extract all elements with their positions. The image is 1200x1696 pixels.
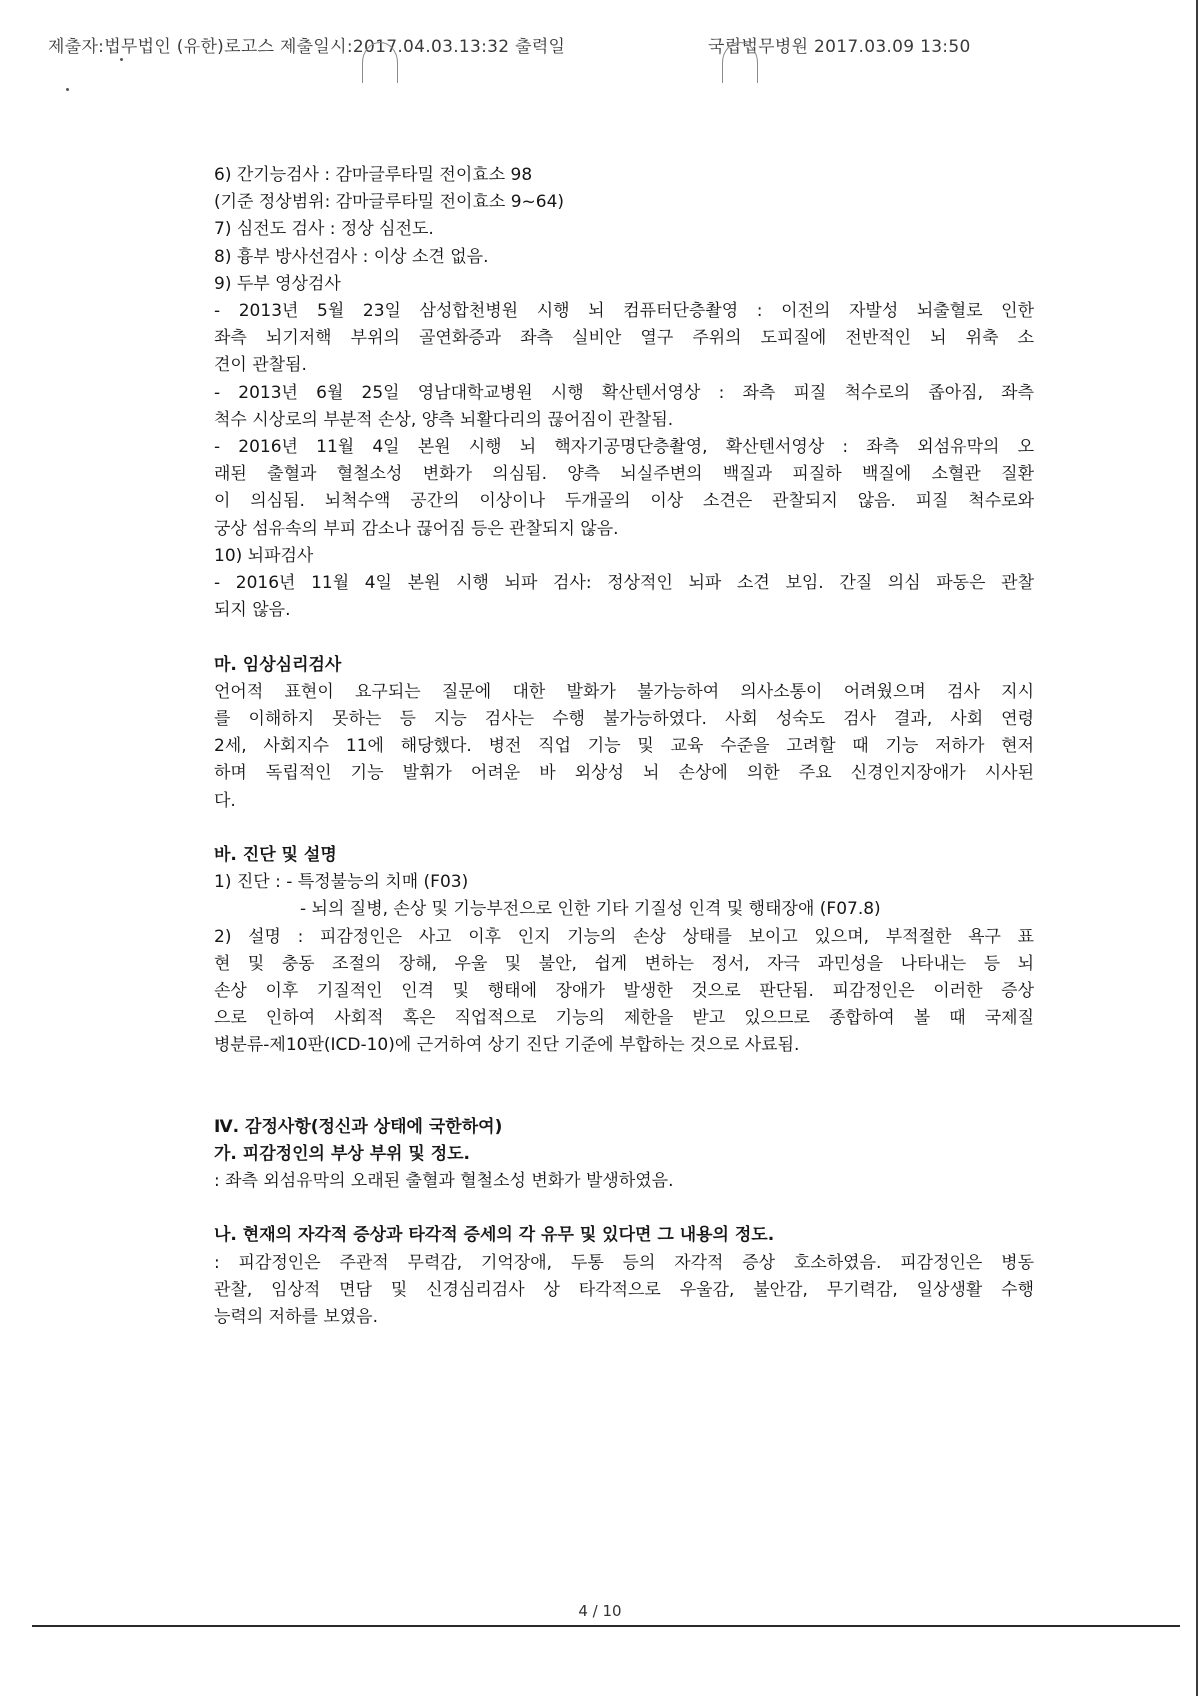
psych-paragraph-line: 언어적 표현이 요구되는 질문에 대한 발화가 불가능하여 의사소통이 어려웠으며 검사 지시: [214, 681, 1034, 702]
explanation-line: 으로 인하여 사회적 혹은 직업적으로 기능의 제한을 받고 있으므로 종합하여 볼 때 국제질: [214, 1008, 1034, 1029]
lab-item-7: 7) 심전도 검사 : 정상 심전도.: [214, 219, 434, 240]
imaging-finding-line: 좌측 뇌기저핵 부위의 골연화증과 좌측 실비안 열구 주위의 도피질에 전반적인 뇌 위축 소: [214, 328, 1034, 349]
psych-paragraph-line: 다.: [214, 790, 236, 811]
section-heading-psych: 마. 임상심리검사: [214, 654, 342, 675]
lab-item-6: 6) 간기능검사 : 감마글루타밀 전이효소 98: [214, 165, 533, 185]
imaging-finding-line: 견이 관찰됨.: [214, 355, 307, 376]
spacer: [214, 1060, 1034, 1114]
fax-hole-mark-right: [722, 42, 758, 83]
explanation-line: 2) 설명 : 피감정인은 사고 이후 인지 기능의 손상 상태를 보이고 있으며, 부적절한 욕구 표: [214, 926, 1034, 947]
fax-header-timestamp: 국립법무병원 2017.03.09 13:50: [708, 37, 971, 57]
subsection-a-text: : 좌측 외섬유막의 오래된 출혈과 혈철소성 변화가 발생하였음.: [214, 1171, 674, 1192]
scan-speck: [66, 88, 69, 91]
imaging-finding-line: 래된 출혈과 혈철소성 변화가 의심됨. 양측 뇌실주변의 백질과 피질하 백질에 소혈관 질환: [214, 464, 1034, 485]
fax-header-sender: 제출자:법무법인 (유한)로고스 제출일시:2017.04.03.13:32 출력일: [48, 37, 566, 57]
subheading-b: 나. 현재의 자각적 증상과 타각적 증세의 각 유무 및 있다면 그 내용의 정도.: [214, 1225, 775, 1246]
scan-speck: [120, 58, 123, 61]
spacer: [214, 815, 1034, 842]
fax-hole-mark-left: [362, 42, 398, 83]
subsection-b-line: 관찰, 임상적 면담 및 신경심리검사 상 타각적으로 우울감, 불안감, 무기력감, 일상생활 수행: [214, 1279, 1034, 1300]
explanation-line: 손상 이후 기질적인 인격 및 행태에 장애가 발생한 것으로 판단됨. 피감정인은 이러한 증상: [214, 981, 1034, 1002]
spacer: [214, 624, 1034, 651]
document-body: [214, 162, 1034, 1331]
imaging-finding-line: 척수 시상로의 부분적 손상, 양측 뇌활다리의 끊어짐이 관찰됨.: [214, 409, 674, 430]
subsection-b-line: 능력의 저하를 보였음.: [214, 1307, 379, 1328]
page-number: 4 / 10: [578, 1602, 622, 1620]
subsection-b-line: : 피감정인은 주관적 무력감, 기억장애, 두통 등의 자각적 증상 호소하였음. 피감정인은 병동: [214, 1252, 1034, 1273]
eeg-finding-line: - 2016년 11월 4일 본원 시행 뇌파 검사: 정상적인 뇌파 소견 보임. 간질 의심 파동은 관찰: [214, 573, 1034, 594]
lab-item-6-reference: (기준 정상범위: 감마글루타밀 전이효소 9~64): [214, 192, 565, 213]
diagnosis-2: - 뇌의 질병, 손상 및 기능부전으로 인한 기타 기질성 인격 및 행태장애 (F07.8): [300, 899, 881, 920]
imaging-finding-line: - 2013년 6월 25일 영남대학교병원 시행 확산텐서영상 : 좌측 피질 척수로의 좁아짐, 좌측: [214, 382, 1034, 403]
psych-paragraph-line: 하며 독립적인 기능 발휘가 어려운 바 외상성 뇌 손상에 의한 주요 신경인지장애가 시사된: [214, 763, 1034, 784]
imaging-finding-line: - 2013년 5월 23일 삼성합천병원 시행 뇌 컴퓨터단층촬영 : 이전의 자발성 뇌출혈로 인한: [214, 301, 1034, 322]
lab-item-10: 10) 뇌파검사: [214, 545, 314, 566]
page-edge-line: [1196, 0, 1198, 1696]
fax-header: [48, 32, 1088, 57]
explanation-line: 현 및 충동 조절의 장해, 우울 및 불안, 쉽게 변하는 정서, 자극 과민성을 나타내는 등 뇌: [214, 953, 1034, 974]
subheading-a: 가. 피감정인의 부상 부위 및 정도.: [214, 1143, 470, 1164]
psych-paragraph-line: 를 이해하지 못하는 등 지능 검사는 수행 불가능하였다. 사회 성숙도 검사 결과, 사회 연령: [214, 709, 1034, 730]
imaging-finding-line: 궁상 섬유속의 부피 감소나 끊어짐 등은 관찰되지 않음.: [214, 518, 619, 539]
section-heading-iv: Ⅳ. 감정사항(정신과 상태에 국한하여): [214, 1116, 503, 1137]
psych-paragraph-line: 2세, 사회지수 11에 해당했다. 병전 직업 기능 및 교육 수준을 고려할 때 기능 저하가 현저: [214, 736, 1034, 757]
lab-item-9: 9) 두부 영상검사: [214, 273, 341, 294]
lab-item-8: 8) 흉부 방사선검사 : 이상 소견 없음.: [214, 246, 489, 267]
footer-divider: [32, 1625, 1180, 1627]
imaging-finding-line: - 2016년 11월 4일 본원 시행 뇌 핵자기공명단층촬영, 확산텐서영상 : 좌측 외섬유막의 오: [214, 437, 1034, 458]
eeg-finding-line: 되지 않음.: [214, 600, 291, 621]
spacer: [214, 1195, 1034, 1222]
explanation-line: 병분류-제10판(ICD-10)에 근거하여 상기 진단 기준에 부합하는 것으로 사료됨.: [214, 1035, 800, 1056]
section-heading-diagnosis: 바. 진단 및 설명: [214, 845, 337, 866]
diagnosis-1: 1) 진단 : - 특정불능의 치매 (F03): [214, 872, 469, 893]
imaging-finding-line: 이 의심됨. 뇌척수액 공간의 이상이나 두개골의 이상 소견은 관찰되지 않음. 피질 척수로와: [214, 491, 1034, 512]
